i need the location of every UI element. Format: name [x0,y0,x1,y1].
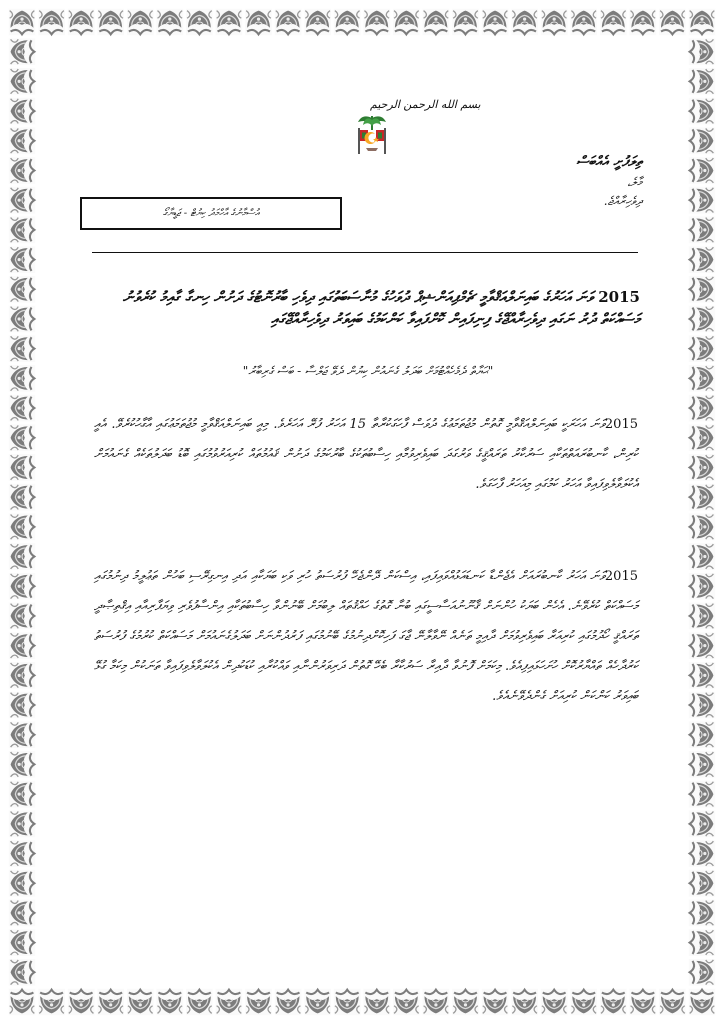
header-divider [92,252,638,253]
organization-name: ތިލަފުށީ އެއްބަސް [576,154,642,170]
city-line: މާލެ، [627,175,642,189]
country-line: ދިވެހިރާއްޖެ. [603,194,642,208]
paragraph [94,562,638,712]
bismillah-calligraphy: بسم الله الرحمن الرحيم [370,98,481,111]
paragraph-year: 2015 [604,569,638,584]
paragraph-text: ވަނަ އަހަރު ކާނބުރައަށް އެޖެންޑާ ކަނޑައަޅުއްވައިފައި، އިސްކަން ދޭންޖެހޭ ފުރުސަތު ހުރި ވަކި ބަޔަކާއި އަދި އިނގިރޭސި ބަހުން ތަޢުލީމު ދިނުމުގައި މަސައްކަތް ކުރެވޭނެ. އެހެން ބަޔަކު ހުންނަށް ޤާނޫނުއަސާސީގައި ބުނާ ގޮތުގެ ހައްޤުތައް ލިބުމަށް ބޭނުންވާ ހިސާބުތަކާއި އިންސާފުވެރި ވިޔަފާރިއާއި އިޤްތިޞާދީ ތަރައްޤީ ހޯދުމުގައި ކުރިއަރާ ބައިވެރިވުމަށް ދާއިމީ ތަނެއް ނޭވާލާނޭ ޖާގަ ފަހިކޮށްދިނުމުގެ ބޭނުމުގައި ފަރުދުންނަށް ބަދަލުގެނައުމަށް މަސައްކަތް ކުރުމުގެ ފުރުސަތު ކަރުދާހެއް ތައްޔާރުކޮށް ހުށަހަޅައިފިއެވެ. މިކަމަށް ފޮނުވާ ދާއިރާ ސަރުކާރާ ބެހޭ ގޮތުން ދަރިވަރުންނާއި ވައްކުރާއި ކުޑަކުދިން އެކުލަވާލެވިފައިވާ ތަނަކުން މިކަމާ ގުޅޭ ބައިވަރު ކަންކަން ކުރިއަށް ގެންދެވޭނެއެވެ. [94,569,638,704]
paragraph-year: 2015 [604,417,638,432]
title-text: ވަނަ އަހަރުގެ ބައިނަލްއަޤްވާމީ ޗެމްޕިއަންޝިޕް ދުވަހުގެ މުނާސަބަތުގައި ދިވެހި ބާރުނޮޓުގެ ދަށުން ހިނގާ ގާއިމު ކުރެވުނު މަސައްކަތް ދުރު ނަގައި ދިވެހިރާއްޖޭގެ ފިނިފައިން ކޮށްފައިވާ ކަންކަމުގެ ބައިވަރު ދިވެހިރާއްޖޭގައި [122,288,640,328]
paragraph [94,410,638,500]
reference-box: އުސްމާނުގެ އާހްމަދު ކިޔުޓް - ޖަޑީޔާގޯ [80,197,342,230]
title-year: 2015 [598,288,640,306]
maldives-state-emblem-icon [354,112,390,156]
document-title [94,286,640,330]
paragraph-text: ވަނަ އަހަރަކީ ބައިނަލްއަޤްވާމީ ގޮތުން މުޖުތަމަޢުގެ ދުވަސް ފާހަގަކުރާތާ 15 އަހަރު ފުރޭ އަހަރެވެ. މިއީ ބައިނަލްއަޤްވާމީ މުޖުތަމަޢުގައި އާގާހުކުރެވޭ. އެއީ ކުރިން، ކާނބުރައަތްތަކާއި ސަރުކާރު ތަރައްޤީގެ ވަރުގަދަ ބައިވެރިވުމާއި ހިސާބުތަކުގެ ބާރުކަމުގެ ދަށުން ޤައުމުތައް ކުރިއަރުވުމުގައި ބޮޑު ބަދަލުތަކެއް ގެނައުމަށް އެކުލަވާލެވިފައިވާ އަހަރު ކަމުގައި މިއަހަރު ފާހަގަވެ. [94,417,638,492]
document-subtitle: "ޙަޔާތް ދެމެހެއްޓުމަށް ބަދަލު ގެނައުން ކިޔުން ދެވޭ ޖަލްސާ - ބަސް ގެރިބާރު" [242,364,494,378]
